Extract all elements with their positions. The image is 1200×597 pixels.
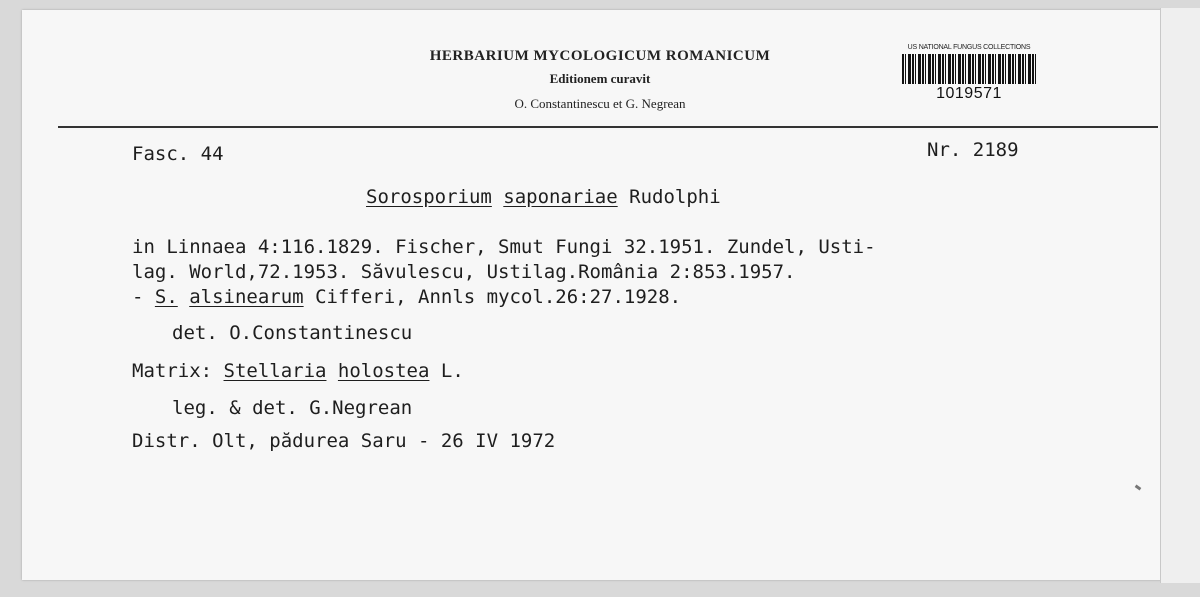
taxon-species: saponariae xyxy=(503,186,618,208)
synonym-citation: Cifferi, Annls mycol.26:27.1928. xyxy=(303,286,682,308)
host-genus: Stellaria xyxy=(223,360,327,382)
paper-edge xyxy=(1160,8,1200,583)
editionem-curavit: Editionem curavit xyxy=(549,71,651,86)
synonym-species: alsinearum xyxy=(189,286,304,308)
taxon-name xyxy=(366,186,721,208)
specimen-number: Nr. 2189 xyxy=(927,139,1019,161)
collector: leg. & det. G.Negrean xyxy=(172,397,413,419)
locality-date: Distr. Olt, pădurea Saru - 26 IV 1972 xyxy=(132,430,556,452)
matrix-label: Matrix: xyxy=(132,360,224,382)
determiner: det. O.Constantinescu xyxy=(172,322,413,344)
barcode-bars xyxy=(902,54,1036,84)
synonym-prefix: - xyxy=(132,286,155,308)
divider-rule xyxy=(58,126,1158,128)
barcode-block xyxy=(898,44,1040,103)
matrix-line xyxy=(132,360,464,382)
editors: O. Constantinescu et G. Negrean xyxy=(514,96,686,111)
taxon-author: Rudolphi xyxy=(629,186,721,208)
citation-line-1: in Linnaea 4:116.1829. Fischer, Smut Fungi 32.1951. Zundel, Usti- xyxy=(132,236,876,258)
barcode-number: 1019571 xyxy=(936,85,1002,102)
fascicle-number: Fasc. 44 xyxy=(132,143,224,165)
taxon-genus: Sorosporium xyxy=(366,186,492,208)
herbarium-title: HERBARIUM MYCOLOGICUM ROMANICUM xyxy=(429,48,771,64)
barcode-institution: US NATIONAL FUNGUS COLLECTIONS xyxy=(907,44,1031,51)
host-author: L. xyxy=(429,360,464,382)
synonym-line xyxy=(132,286,681,308)
synonym-genus: S. xyxy=(154,286,178,308)
host-species: holostea xyxy=(337,360,430,382)
citation-line-2: lag. World,72.1953. Săvulescu, Ustilag.România 2:853.1957. xyxy=(132,261,796,283)
